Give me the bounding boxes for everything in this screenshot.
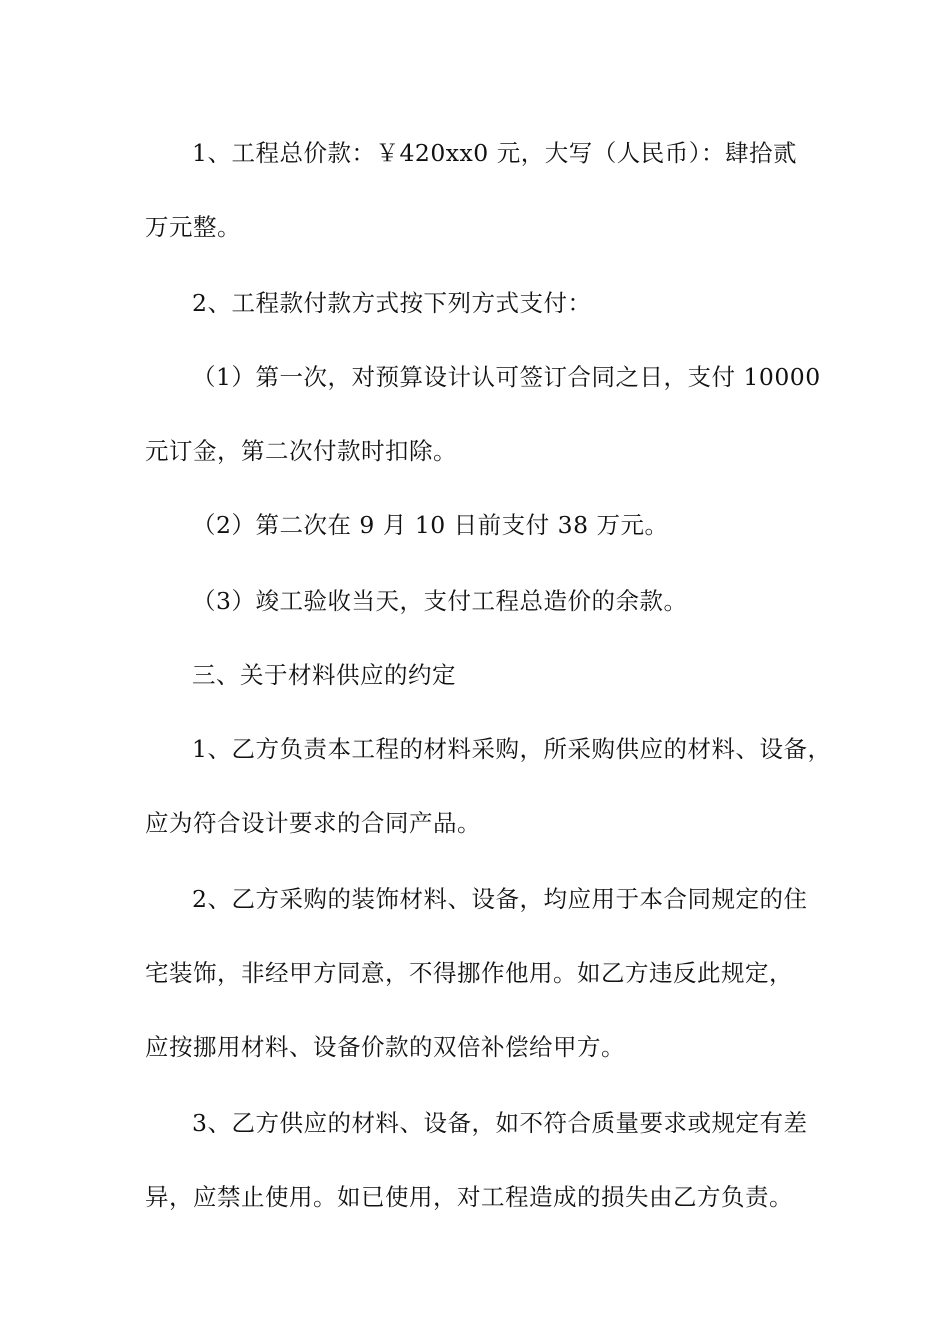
materials-clause-2: 2、乙方采购的装饰材料、设备，均应用于本合同规定的住 — [192, 885, 808, 913]
payment-item-2: （2）第二次在 9 月 10 日前支付 38 万元。 — [192, 511, 669, 539]
clause-payment-method: 2、工程款付款方式按下列方式支付： — [192, 289, 592, 317]
materials-clause-2-cont-a: 宅装饰，非经甲方同意，不得挪作他用。如乙方违反此规定， — [145, 959, 793, 987]
clause-total-price-cont: 万元整。 — [145, 213, 241, 241]
materials-clause-3: 3、乙方供应的材料、设备，如不符合质量要求或规定有差 — [192, 1109, 808, 1137]
materials-clause-2-cont-b: 应按挪用材料、设备价款的双倍补偿给甲方。 — [145, 1033, 625, 1061]
clause-total-price: 1、工程总价款：￥420xx0 元，大写（人民币）：肆拾贰 — [192, 139, 797, 167]
materials-clause-1-cont: 应为符合设计要求的合同产品。 — [145, 809, 481, 837]
payment-item-1-cont: 元订金，第二次付款时扣除。 — [145, 437, 457, 465]
materials-clause-3-cont: 异，应禁止使用。如已使用，对工程造成的损失由乙方负责。 — [145, 1183, 793, 1211]
payment-item-1: （1）第一次，对预算设计认可签订合同之日，支付 10000 — [192, 363, 821, 391]
section-heading-materials: 三、关于材料供应的约定 — [192, 661, 456, 689]
materials-clause-1: 1、乙方负责本工程的材料采购，所采购供应的材料、设备， — [192, 735, 832, 763]
payment-item-3: （3）竣工验收当天，支付工程总造价的余款。 — [192, 587, 688, 615]
